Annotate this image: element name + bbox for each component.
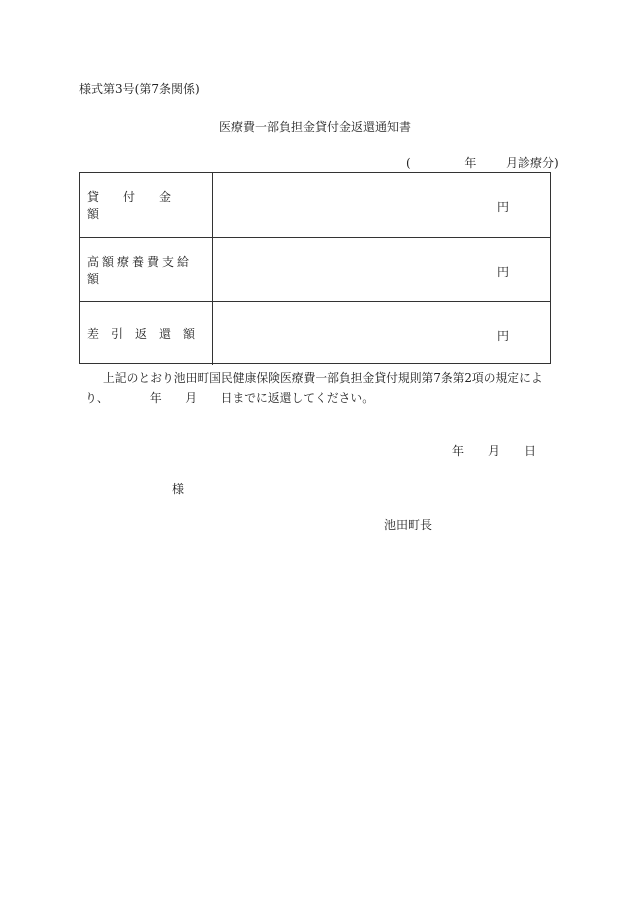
period-month: 月診療分) [506, 156, 559, 170]
table-row [80, 301, 550, 365]
amount-table [79, 172, 551, 364]
row-label-repayment-difference: 差 引 返 還 額 [87, 327, 196, 341]
form-number: 様式第3号(第7条関係) [79, 82, 200, 96]
treatment-period [406, 156, 559, 170]
notice-body [79, 368, 551, 408]
row-unit-yen: 円 [496, 265, 509, 279]
row-label-loan-amount: 貸 付 金 額 [87, 190, 196, 221]
row-unit-yen: 円 [496, 329, 509, 343]
row-unit-yen: 円 [496, 200, 509, 214]
recipient-honorific: 様 [172, 482, 185, 496]
period-open-paren: ( [406, 156, 411, 170]
table-row [80, 173, 550, 237]
period-year: 年 [464, 156, 477, 170]
row-label-cell [80, 302, 213, 365]
issue-date: 年 月 日 [452, 444, 537, 458]
document-title: 医療費一部負担金貸付金返還通知書 [218, 120, 411, 134]
issuer-name: 池田町長 [384, 518, 433, 532]
row-label-cell [80, 173, 213, 237]
notice-line-2: り、 年 月 日までに返還してください。 [85, 391, 375, 405]
row-label-cell [80, 238, 213, 301]
notice-line-1: 上記のとおり池田町国民健康保険医療費一部負担金貸付規則第7条第2項の規定によ [103, 371, 543, 385]
table-row [80, 237, 550, 301]
row-label-high-cost-benefit: 高額療養費支給額 [87, 254, 193, 286]
